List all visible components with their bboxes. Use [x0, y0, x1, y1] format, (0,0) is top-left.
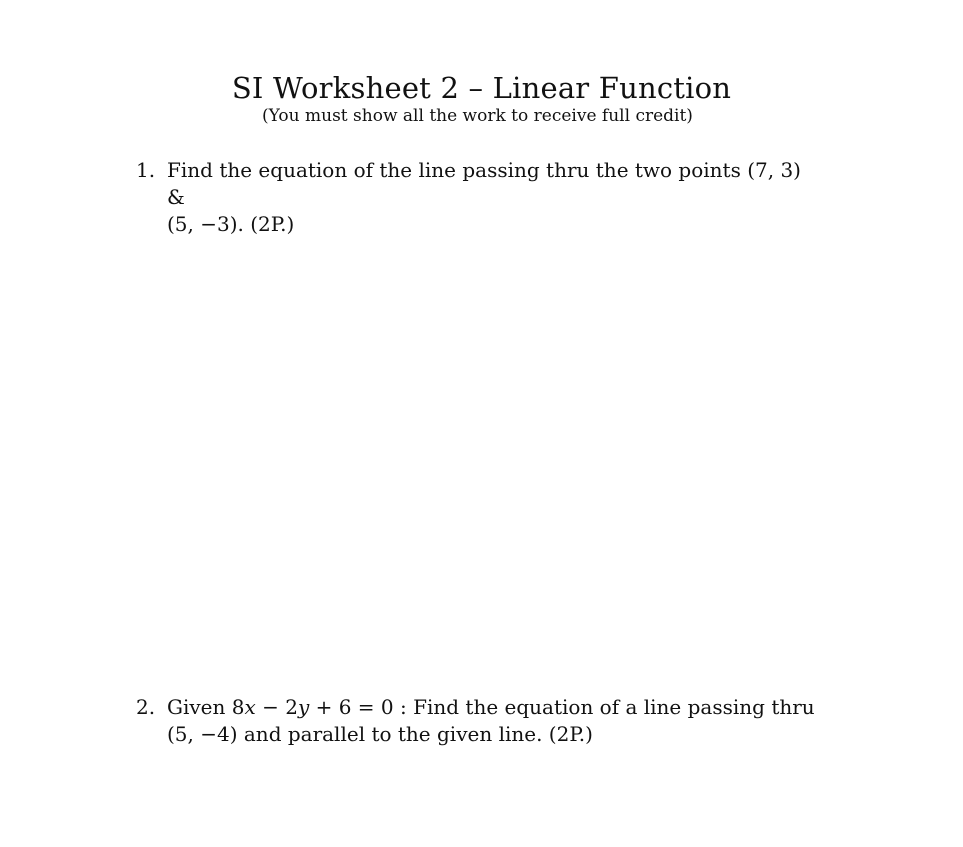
- question-line: (5, −4) and parallel to the given line. (2P.): [167, 722, 593, 746]
- question-line: (5, −3). (2P.): [167, 212, 295, 236]
- question-line: Find the equation of the line passing thru the two points (7, 3) &: [167, 158, 801, 209]
- page-subtitle: (You must show all the work to receive full credit): [262, 106, 693, 126]
- question-text: [167, 157, 817, 238]
- page-title: SI Worksheet 2 – Linear Function: [231, 71, 732, 105]
- question-text: [167, 694, 817, 748]
- question-line: Given 8𝑥 − 2𝑦 + 6 = 0 : Find the equation of a line passing thru: [167, 695, 815, 719]
- question-number: 2.: [136, 695, 156, 719]
- question-number: 1.: [136, 158, 156, 182]
